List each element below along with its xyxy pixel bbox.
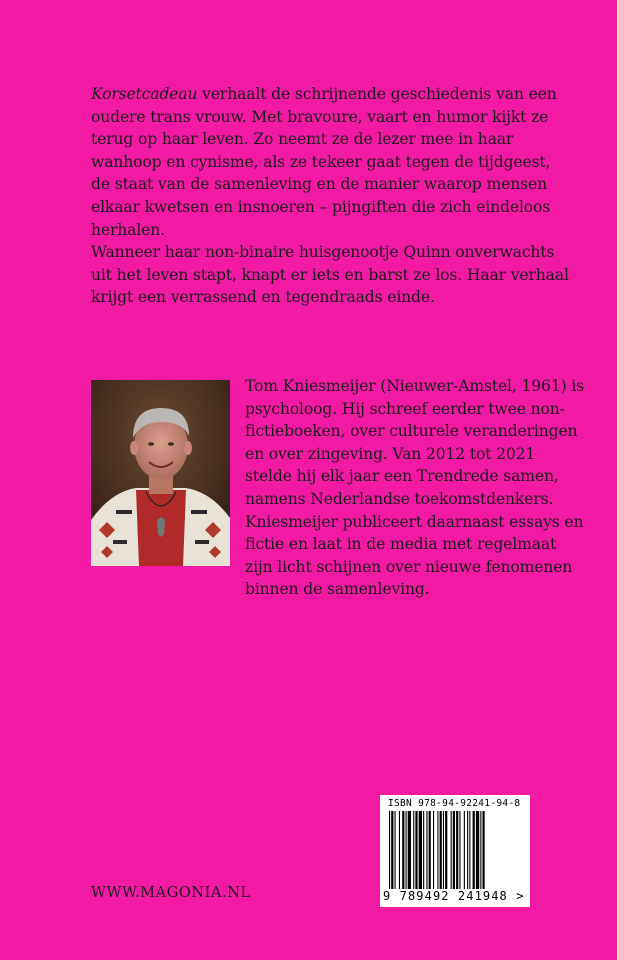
publisher-url: WWW.MAGONIA.NL [91, 885, 251, 901]
author-bio-text: Tom Kniesmeijer (Nieuwer-Amstel, 1961) is psycholoog. Hij schreef eerder twee non-fictieboeken, over culturele veranderingen en over zingeving. Van 2012 tot 2021 stelde hij elk jaar een Trendrede samen, namens Nederlandse toekomstdenkers. Kniesmeijer publiceert daarnaast essays en fictie en laat in de media met regelmaat zijn licht schijnen over nieuwe fenomenen binnen de samenleving. [245, 377, 585, 599]
blurb-paragraph-1-text: verhaalt de schrijnende geschiedenis van een oudere trans vrouw. Met bravoure, vaart en humor kijkt ze terug op haar leven. Zo neemt ze de lezer mee in haar wanhoop en cynisme, als ze tekeer gaat tegen de tijdgeest, de staat van de samenleving en de manier waarop mensen elkaar kwetsen en insnoeren – pijngiften die zich eindeloos herhalen. [91, 85, 557, 239]
barcode-bars [385, 811, 525, 889]
book-title: Korsetcadeau [91, 85, 198, 103]
author-photo [91, 380, 230, 566]
author-bio [245, 375, 585, 601]
isbn-barcode [380, 795, 530, 907]
isbn-label: ISBN 978-94-92241-94-8 [388, 798, 521, 809]
back-cover-blurb [91, 83, 571, 309]
isbn-digits: 9 789492 241948 > [383, 889, 525, 903]
blurb-paragraph-2: Wanneer haar non-binaire huisgenootje Quinn onverwachts uit het leven stapt, knapt er iets en barst ze los. Haar verhaal krijgt een verrassend en tegendraads einde. [91, 243, 569, 307]
blurb-paragraph-1 [91, 83, 571, 241]
